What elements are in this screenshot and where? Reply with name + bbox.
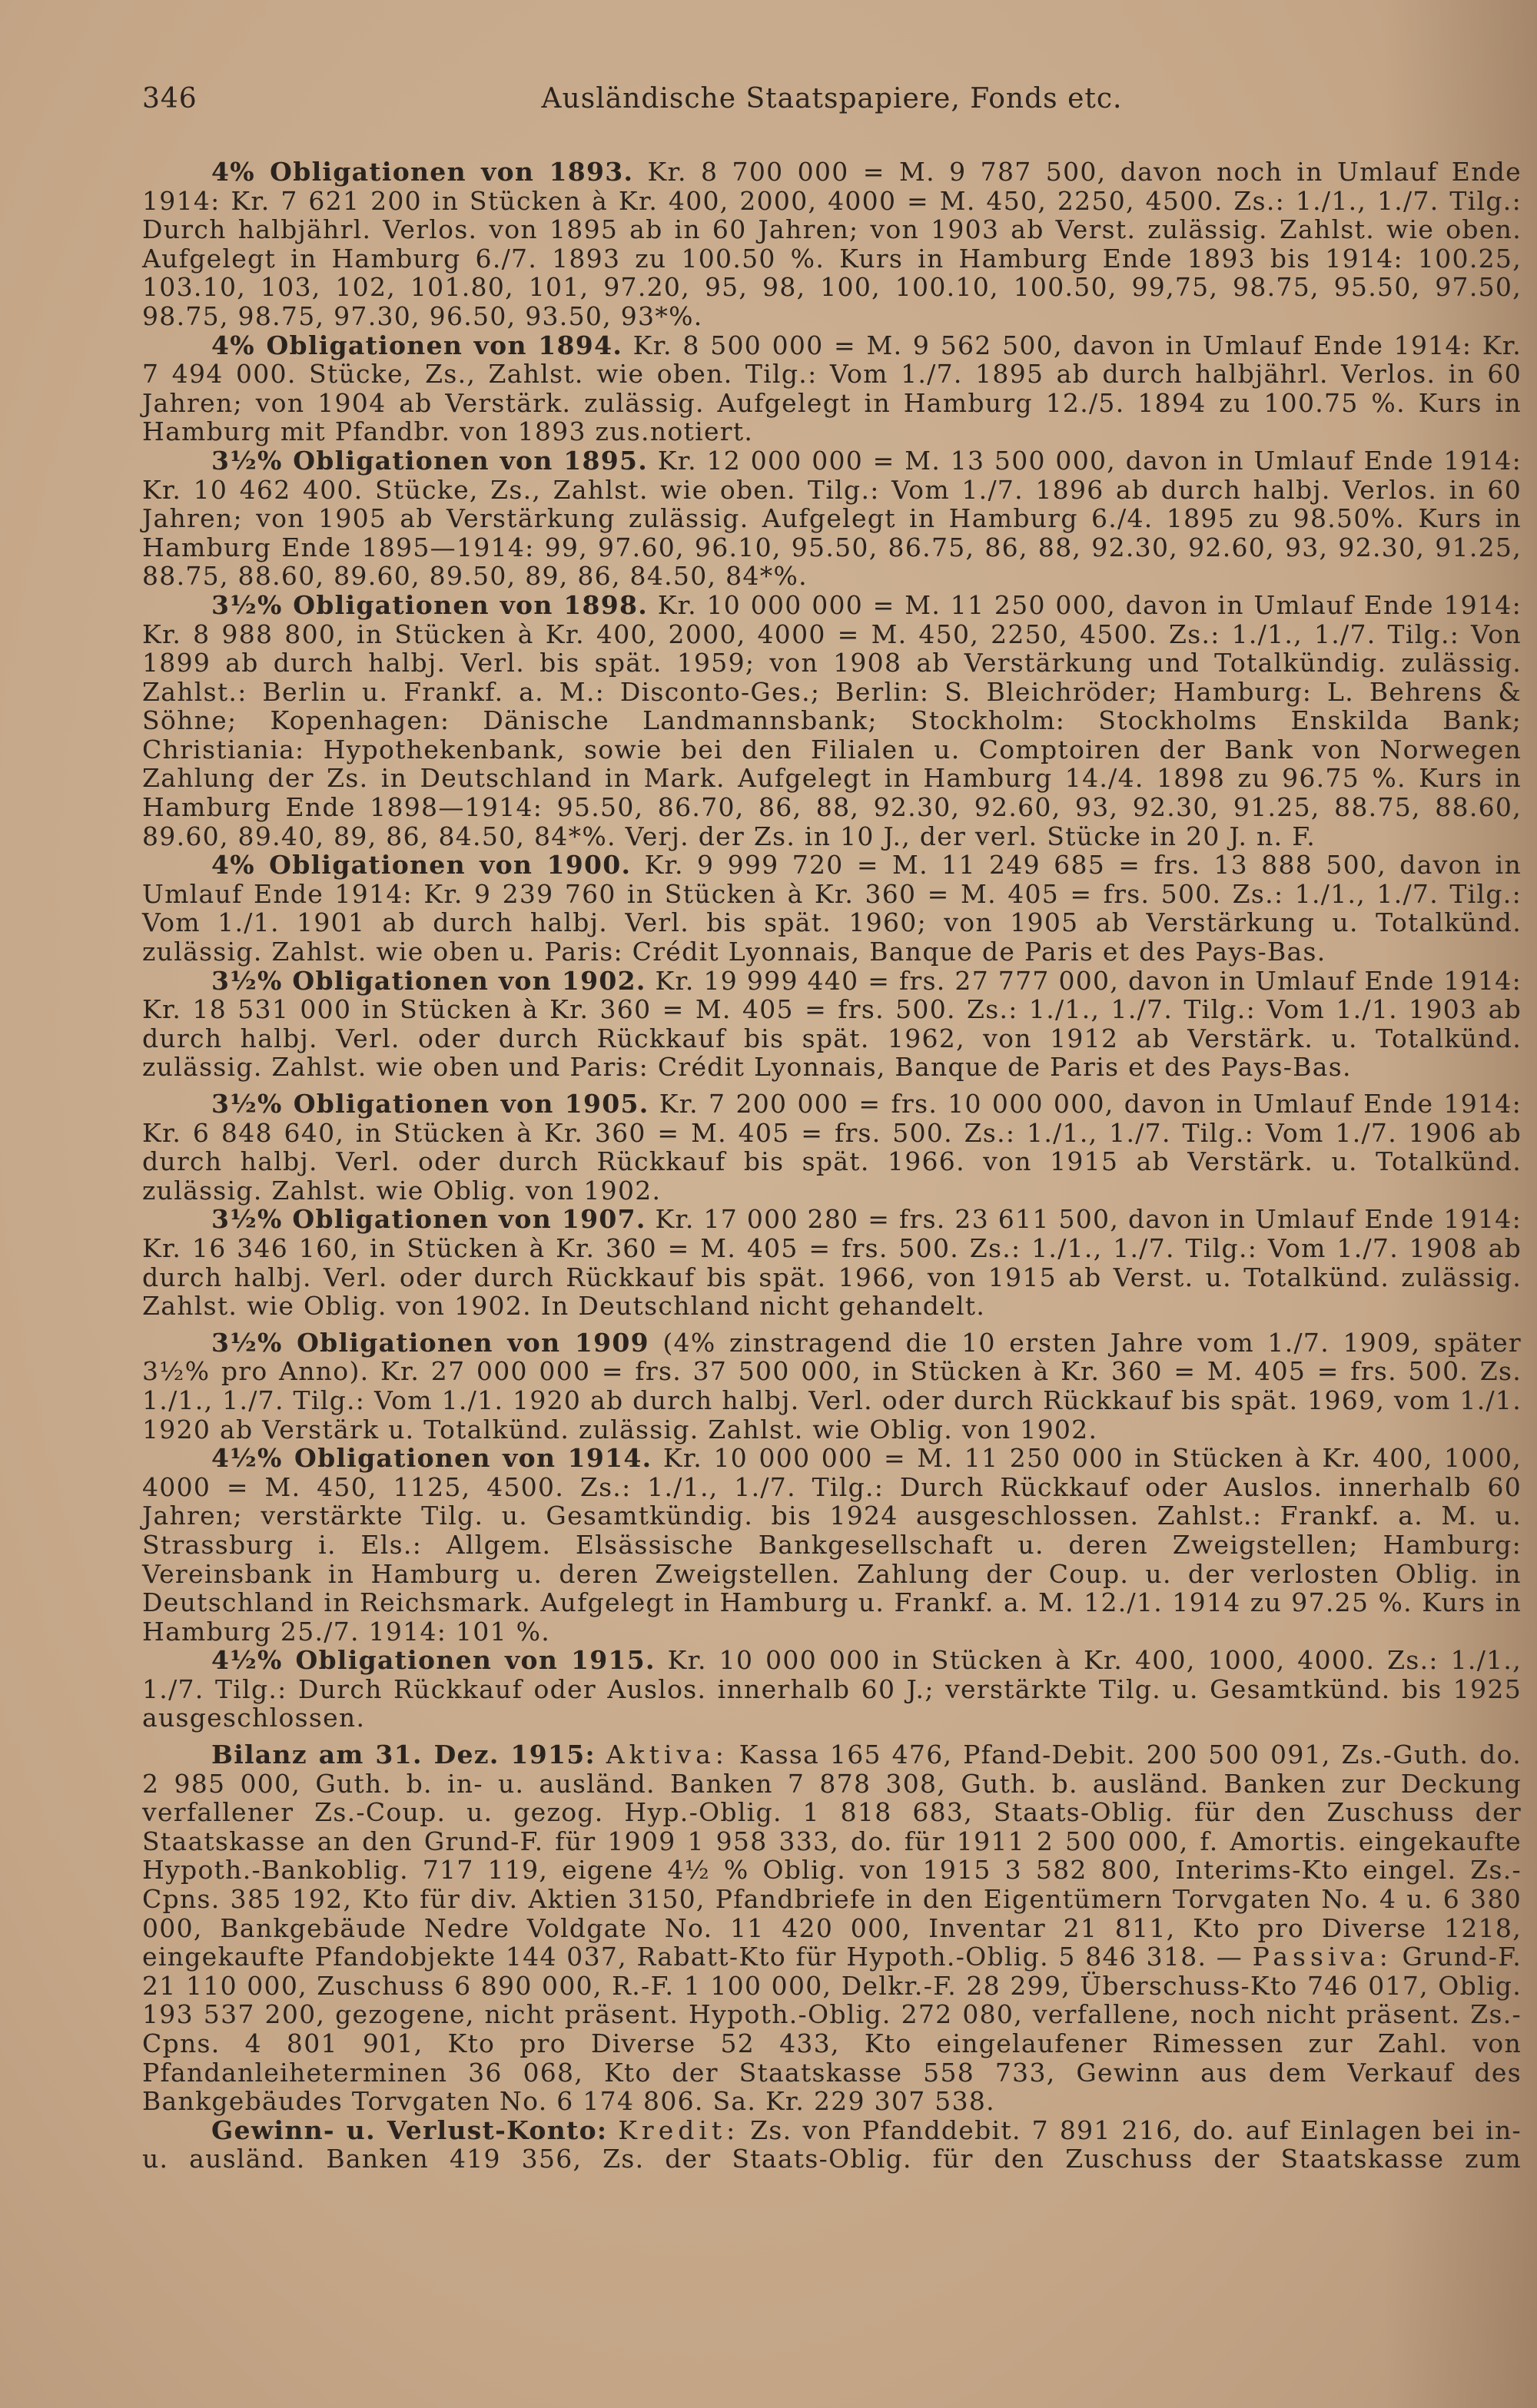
- balance-sheet: [142, 1740, 1522, 2116]
- bond-entry-1898: [142, 591, 1522, 851]
- bond-entry-1893: [142, 158, 1522, 331]
- entry-title: 4½% Obligationen von 1915.: [211, 1645, 656, 1676]
- bond-entry-1914: [142, 1444, 1522, 1646]
- entry-title: 4½% Obligationen von 1914.: [211, 1443, 652, 1474]
- entry-title: 3½% Obligationen von 1907.: [211, 1204, 646, 1235]
- entry-text: Kr. 9 999 720 = M. 11 249 685 = frs. 13 888 500, davon in Umlauf Ende 1914: Kr. 9 239 760 in Stücken à Kr. 360 = M. 405 = frs. 500. Zs.: 1./1., 1./7. Tilg.: Vom 1./1. 1901 ab durch halbj. Verl. bis spät. 1960; von 1905 ab Verstärkung u. Totalkünd. zulässig. Zahlst. wie oben u. Paris: Crédit Lyonnais, Banque de Paris et des Pays-Bas.: [142, 850, 1522, 967]
- entry-text: Kr. 10 000 000 = M. 11 250 000 in Stücken à Kr. 400, 1000, 4000 = M. 450, 1125, 4500. Zs.: 1./1., 1./7. Tilg.: Durch Rückkauf oder Auslos. innerhalb 60 Jahren; verstärkte Tilg. u. Gesamtkündig. bis 1924 ausgeschlossen. Zahlst.: Frankf. a. M. u. Strassburg i. Els.: Allgem. Elsässische Bankgesellschaft u. deren Zweigstellen; Hamburg: Vereinsbank in Hamburg u. deren Zweigstellen. Zahlung der Coup. u. der verlosten Oblig. in Deutschland in Reichsmark. Aufgelegt in Hamburg u. Frankf. a. M. 12./1. 1914 zu 97.25 %. Kurs in Hamburg 25./7. 1914: 101 %.: [142, 1443, 1522, 1647]
- kredit-label: Kredit:: [618, 2114, 740, 2145]
- balance-title: Bilanz am 31. Dez. 1915:: [211, 1740, 596, 1770]
- entry-title: 3½% Obligationen von 1902.: [211, 965, 646, 996]
- entry-text: (4% zinstragend die 10 ersten Jahre vom 1./7. 1909, später 3½% pro Anno). Kr. 27 000 000 = frs. 37 500 000, in Stücken à Kr. 360 = M. 405 = frs. 500. Zs. 1./1., 1./7. Tilg.: Vom 1./1. 1920 ab durch halbj. Verl. oder durch Rückkauf bis spät. 1969, vom 1./1. 1920 ab Verstärk u. Totalkünd. zulässig. Zahlst. wie Oblig. von 1902.: [142, 1327, 1522, 1444]
- entry-text: Kr. 8 500 000 = M. 9 562 500, davon in Umlauf Ende 1914: Kr. 7 494 000. Stücke, Zs., Zahlst. wie oben. Tilg.: Vom 1./7. 1895 ab durch halbjährl. Verlos. in 60 Jahren; von 1904 ab Verstärk. zulässig. Aufgelegt in Hamburg 12./5. 1894 zu 100.75 %. Kurs in Hamburg mit Pfandbr. von 1893 zus.notiert.: [142, 330, 1522, 447]
- passiva-label: Passiva:: [1252, 1942, 1393, 1972]
- aktiva-text: Kassa 165 476, Pfand-Debit. 200 500 091, Zs.-Guth. do. 2 985 000, Guth. b. in- u. ausländ. Banken 7 878 308, Guth. b. ausländ. Banken zur Deckung verfallener Zs.-Coup. u. gezog. Hyp.-Oblig. 1 818 683, Staats-Oblig. für den Zuschuss der Staatskasse an den Grund-F. für 1909 1 958 333, do. für 1911 2 500 000, f. Amortis. eingekaufte Hypoth.-Bankoblig. 717 119, eigene 4½ % Oblig. von 1915 3 582 800, Interims-Kto eingel. Zs.-Cpns. 385 192, Kto für div. Aktien 3150, Pfandbriefe in den Eigentümern Torvgaten No. 4 u. 6 380 000, Bankgebäude Nedre Voldgate No. 11 420 000, Inventar 21 811, Kto pro Diverse 1218, eingekaufte Pfandobjekte 144 037, Rabatt-Kto für Hypoth.-Oblig. 5 846 318. —: [142, 1740, 1522, 1972]
- entry-title: 3½% Obligationen von 1895.: [211, 445, 649, 476]
- profit-loss-title: Gewinn- u. Verlust-Konto:: [211, 2114, 608, 2145]
- bond-entry-1894: [142, 331, 1522, 446]
- entry-title: 4% Obligationen von 1893.: [211, 157, 634, 187]
- entry-text: Kr. 7 200 000 = frs. 10 000 000, davon in Umlauf Ende 1914: Kr. 6 848 640, in Stücken à Kr. 360 = M. 405 = frs. 500. Zs.: 1./1., 1./7. Tilg.: Vom 1./7. 1906 ab durch halbj. Verl. oder durch Rückkauf bis spät. 1966. von 1915 ab Verstärk. u. Totalkünd. zulässig. Zahlst. wie Oblig. von 1902.: [142, 1089, 1522, 1206]
- page-number: 346: [142, 83, 198, 114]
- bond-entry-1900: [142, 851, 1522, 966]
- passiva-text: Grund-F. 21 110 000, Zuschuss 6 890 000, R.-F. 1 100 000, Delkr.-F. 28 299, Überschuss-Kto 746 017, Oblig. 193 537 200, gezogene, nicht präsent. Hypoth.-Oblig. 272 080, verfallene, noch nicht präsent. Zs.-Cpns. 4 801 901, Kto pro Diverse 52 433, Kto eingelaufener Rimessen zur Zahl. von Pfandanleiheterminen 36 068, Kto der Staatskasse 558 733, Gewinn aus dem Verkauf des Bankgebäudes Torvgaten No. 6 174 806. Sa. Kr. 229 307 538.: [142, 1942, 1522, 2117]
- entry-text: Kr. 10 000 000 in Stücken à Kr. 400, 1000, 4000. Zs.: 1./1., 1./7. Tilg.: Durch Rückkauf oder Auslos. innerhalb 60 J.; verstärkte Tilg. u. Gesamtkünd. bis 1925 ausgeschlossen.: [142, 1645, 1522, 1733]
- entry-text: Kr. 8 700 000 = M. 9 787 500, davon noch in Umlauf Ende 1914: Kr. 7 621 200 in Stücken à Kr. 400, 2000, 4000 = M. 450, 2250, 4500. Zs.: 1./1., 1./7. Tilg.: Durch halbjährl. Verlos. von 1895 ab in 60 Jahren; von 1903 ab Verst. zulässig. Zahlst. wie oben. Aufgelegt in Hamburg 6./7. 1893 zu 100.50 %. Kurs in Hamburg Ende 1893 bis 1914: 100.25, 103.10, 103, 102, 101.80, 101, 97.20, 95, 98, 100, 100.10, 100.50, 99,75, 98.75, 95.50, 97.50, 98.75, 98.75, 97.30, 96.50, 93.50, 93*%.: [142, 157, 1522, 331]
- bond-entry-1907: [142, 1205, 1522, 1320]
- profit-loss-account: [142, 2116, 1522, 2174]
- entry-text: Kr. 19 999 440 = frs. 27 777 000, davon in Umlauf Ende 1914: Kr. 18 531 000 in Stücken à Kr. 360 = M. 405 = frs. 500. Zs.: 1./1., 1./7. Tilg.: Vom 1./1. 1903 ab durch halbj. Verl. oder durch Rückkauf bis spät. 1962, von 1912 ab Verstärk. u. Totalkünd. zulässig. Zahlst. wie oben und Paris: Crédit Lyonnais, Banque de Paris et des Pays-Bas.: [142, 965, 1522, 1083]
- bond-entry-1915: [142, 1646, 1522, 1733]
- running-title: Ausländische Staatspapiere, Fonds etc.: [541, 83, 1123, 114]
- entry-title: 4% Obligationen von 1894.: [211, 330, 623, 360]
- entry-text: Kr. 10 000 000 = M. 11 250 000, davon in Umlauf Ende 1914: Kr. 8 988 800, in Stücken à Kr. 400, 2000, 4000 = M. 450, 2250, 4500. Zs.: 1./1., 1./7. Tilg.: Von 1899 ab durch halbj. Verl. bis spät. 1959; von 1908 ab Verstärkung und Totalkündig. zulässig. Zahlst.: Berlin u. Frankf. a. M.: Disconto-Ges.; Berlin: S. Bleichröder; Hamburg: L. Behrens & Söhne; Kopenhagen: Dänische Landmannsbank; Stockholm: Stockholms Enskilda Bank; Christiania: Hypothekenbank, sowie bei den Filialen u. Comptoiren der Bank von Norwegen Zahlung der Zs. in Deutschland in Mark. Aufgelegt in Hamburg 14./4. 1898 zu 96.75 %. Kurs in Hamburg Ende 1898—1914: 95.50, 86.70, 86, 88, 92.30, 92.60, 93, 92.30, 91.25, 88.75, 88.60, 89.60, 89.40, 89, 86, 84.50, 84*%. Verj. der Zs. in 10 J., der verl. Stücke in 20 J. n. F.: [142, 589, 1522, 851]
- entry-title: 3½% Obligationen von 1905.: [211, 1089, 649, 1119]
- bond-entry-1902: [142, 967, 1522, 1082]
- entry-text: Kr. 12 000 000 = M. 13 500 000, davon in Umlauf Ende 1914: Kr. 10 462 400. Stücke, Zs., Zahlst. wie oben. Tilg.: Vom 1./7. 1896 ab durch halbj. Verlos. in 60 Jahren; von 1905 ab Verstärkung zulässig. Aufgelegt in Hamburg 6./4. 1895 zu 98.50%. Kurs in Hamburg Ende 1895—1914: 99, 97.60, 96.10, 95.50, 86.75, 86, 88, 92.30, 92.60, 93, 92.30, 91.25, 88.75, 88.60, 89.60, 89.50, 89, 86, 84.50, 84*%.: [142, 445, 1522, 592]
- page-body: [142, 158, 1522, 2174]
- kredit-text: Zs. von Pfanddebit. 7 891 216, do. auf Einlagen bei in- u. ausländ. Banken 419 356, Zs. der Staats-Oblig. für den Zuschuss der Staatskasse zum: [142, 2114, 1522, 2174]
- bond-entry-1909: [142, 1328, 1522, 1444]
- page-header: [142, 83, 1522, 129]
- entry-title: 4% Obligationen von 1900.: [211, 850, 632, 881]
- entry-text: Kr. 17 000 280 = frs. 23 611 500, davon in Umlauf Ende 1914: Kr. 16 346 160, in Stücken à Kr. 360 = M. 405 = frs. 500. Zs.: 1./1., 1./7. Tilg.: Vom 1./7. 1908 ab durch halbj. Verl. oder durch Rückkauf bis spät. 1966, von 1915 ab Verst. u. Totalkünd. zulässig. Zahlst. wie Oblig. von 1902. In Deutschland nicht gehandelt.: [142, 1204, 1522, 1322]
- entry-title: 3½% Obligationen von 1898.: [211, 589, 649, 620]
- entry-title: 3½% Obligationen von 1909: [211, 1327, 649, 1358]
- bond-entry-1905: [142, 1090, 1522, 1205]
- aktiva-label: Aktiva:: [606, 1740, 729, 1770]
- bond-entry-1895: [142, 446, 1522, 591]
